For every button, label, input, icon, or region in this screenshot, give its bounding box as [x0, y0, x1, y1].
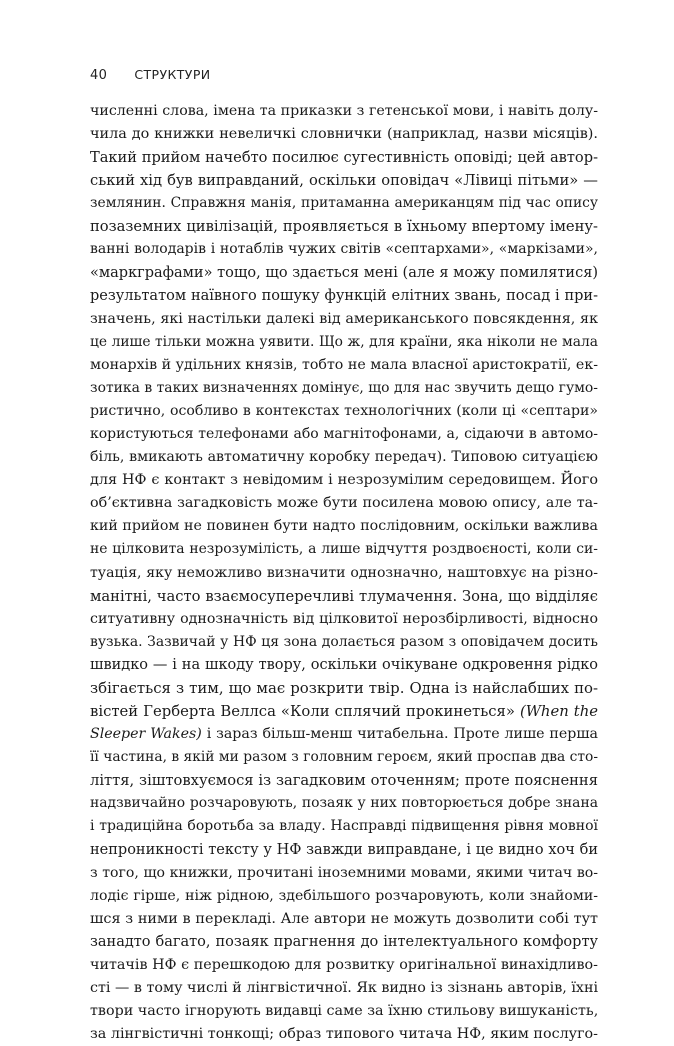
text-line: зотика в таких визначеннях домінує, що для нас звучить дещо гумо- [90, 379, 598, 396]
text-line: Такий прийом начебто посилює сугестивність оповіді; цей автор- [90, 149, 598, 167]
text-line: численні слова, імена та приказки з гетенської мови, і навіть долу- [90, 103, 598, 119]
text-line: твори часто ігнорують видавці саме за їхню стильову вишуканість, [90, 1003, 599, 1020]
text-line: читачів НФ є перешкодою для розвитку оригінальної винахідливо- [90, 956, 598, 973]
text-line: «маркграфами» тощо, що здається мені (але я можу помилятися) [90, 264, 598, 281]
text-line: значень, які настільки далекі від американського повсякдення, як [90, 310, 598, 327]
text-line: вузька. Зазвичай у НФ ця зона долається разом з оповідачем досить [90, 633, 598, 650]
text-line: користуються телефонами або магнітофонами, а, сідаючи в автомо- [90, 426, 598, 443]
page-number: 40 [90, 68, 108, 83]
text-line: чила до книжки невеличкі словнички (наприклад, назви місяців). [90, 126, 598, 143]
text-line: за лінгвістичні тонкощі; образ типового читача НФ, яким послуго- [90, 1026, 598, 1043]
text-line: шся з ними в перекладі. Але автори не можуть дозволити собі тут [90, 910, 598, 927]
text-line: ситуативну однозначність від цілковитої нерозбірливості, відносно [90, 610, 598, 627]
text-line: ліття, зіштовхуємося із загадковим оточенням; проте пояснення [90, 772, 598, 790]
text-line: об’єктивна загадковість може бути посилена мовою опису, але та- [90, 495, 598, 512]
text-line: вістей Герберта Веллса «Коли сплячий прокинеться» (When the [90, 703, 599, 721]
text-line: ський хід був виправданий, оскільки оповідач «Лівиці пітьми» — [90, 172, 598, 190]
text-line: туація, яку неможливо визначити однозначно, наштовхує на різно- [90, 564, 598, 581]
text-line: Sleeper Wakes) і зараз більш-менш читабельна. Проте лише перша [90, 726, 598, 743]
text-line: манітні, часто взаємосуперечливі тлумачення. Зона, що відділяє [90, 587, 598, 605]
text-line: для НФ є контакт з невідомим і незрозумілим середовищем. Його [90, 472, 598, 489]
text-line: її частина, в якій ми разом з головним героєм, який проспав два сто- [90, 749, 598, 766]
text-line: ванні володарів і нотаблів чужих світів «септархами», «маркізами», [90, 241, 598, 258]
text-line: швидко — і на шкоду твору, оскільки очікуване одкровення рідко [90, 656, 598, 673]
text-line: збігається з тим, що має розкрити твір. Одна із найслабших по- [90, 678, 598, 697]
text-line: сті — в тому числі й лінгвістичної. Як видно із зізнань авторів, їхні [90, 979, 599, 996]
text-line: не цілковита незрозумілість, а лише відчуття роздвоєності, коли си- [90, 541, 598, 558]
text-line: результатом наївного пошуку функцій елітних звань, посад і при- [90, 287, 598, 304]
text-line: землянин. Справжня манія, притаманна американцям під час опису [90, 195, 598, 212]
body-text [90, 100, 598, 1046]
text-line: і традиційна боротьба за владу. Насправді підвищення рівня мовної [90, 818, 598, 835]
text-line: позаземних цивілізацій, проявляється в їхньому впертому імену- [90, 218, 598, 236]
text-line: з того, що книжки, прочитані іноземними мовами, якими читач во- [90, 864, 598, 881]
text-line: ристично, особливо в контекстах технологічних (коли ці «септари» [90, 403, 598, 420]
section-title: СТРУКТУРИ [134, 67, 211, 82]
running-head [90, 67, 211, 87]
text-line: кий прийом не повинен бути надто послідовним, оскільки важлива [90, 518, 598, 535]
text-line: монархів й удільних князів, тобто не мала власної аристократії, ек- [90, 356, 598, 373]
text-line: непроникності тексту у НФ завжди виправдане, і це видно хоч би [90, 841, 598, 858]
text-line: надзвичайно розчаровують, позаяк у них повторюється добре знана [90, 795, 598, 812]
text-line: лодіє гірше, ніж рідною, здебільшого розчаровують, коли знайоми- [90, 887, 598, 904]
text-line: це лише тільки можна уявити. Що ж, для країни, яка ніколи не мала [90, 333, 598, 350]
text-line: занадто багато, позаяк прагнення до інтелектуального комфорту [90, 933, 598, 950]
text-line: біль, вмикають автоматичну коробку передач). Типовою ситуацією [90, 449, 598, 466]
